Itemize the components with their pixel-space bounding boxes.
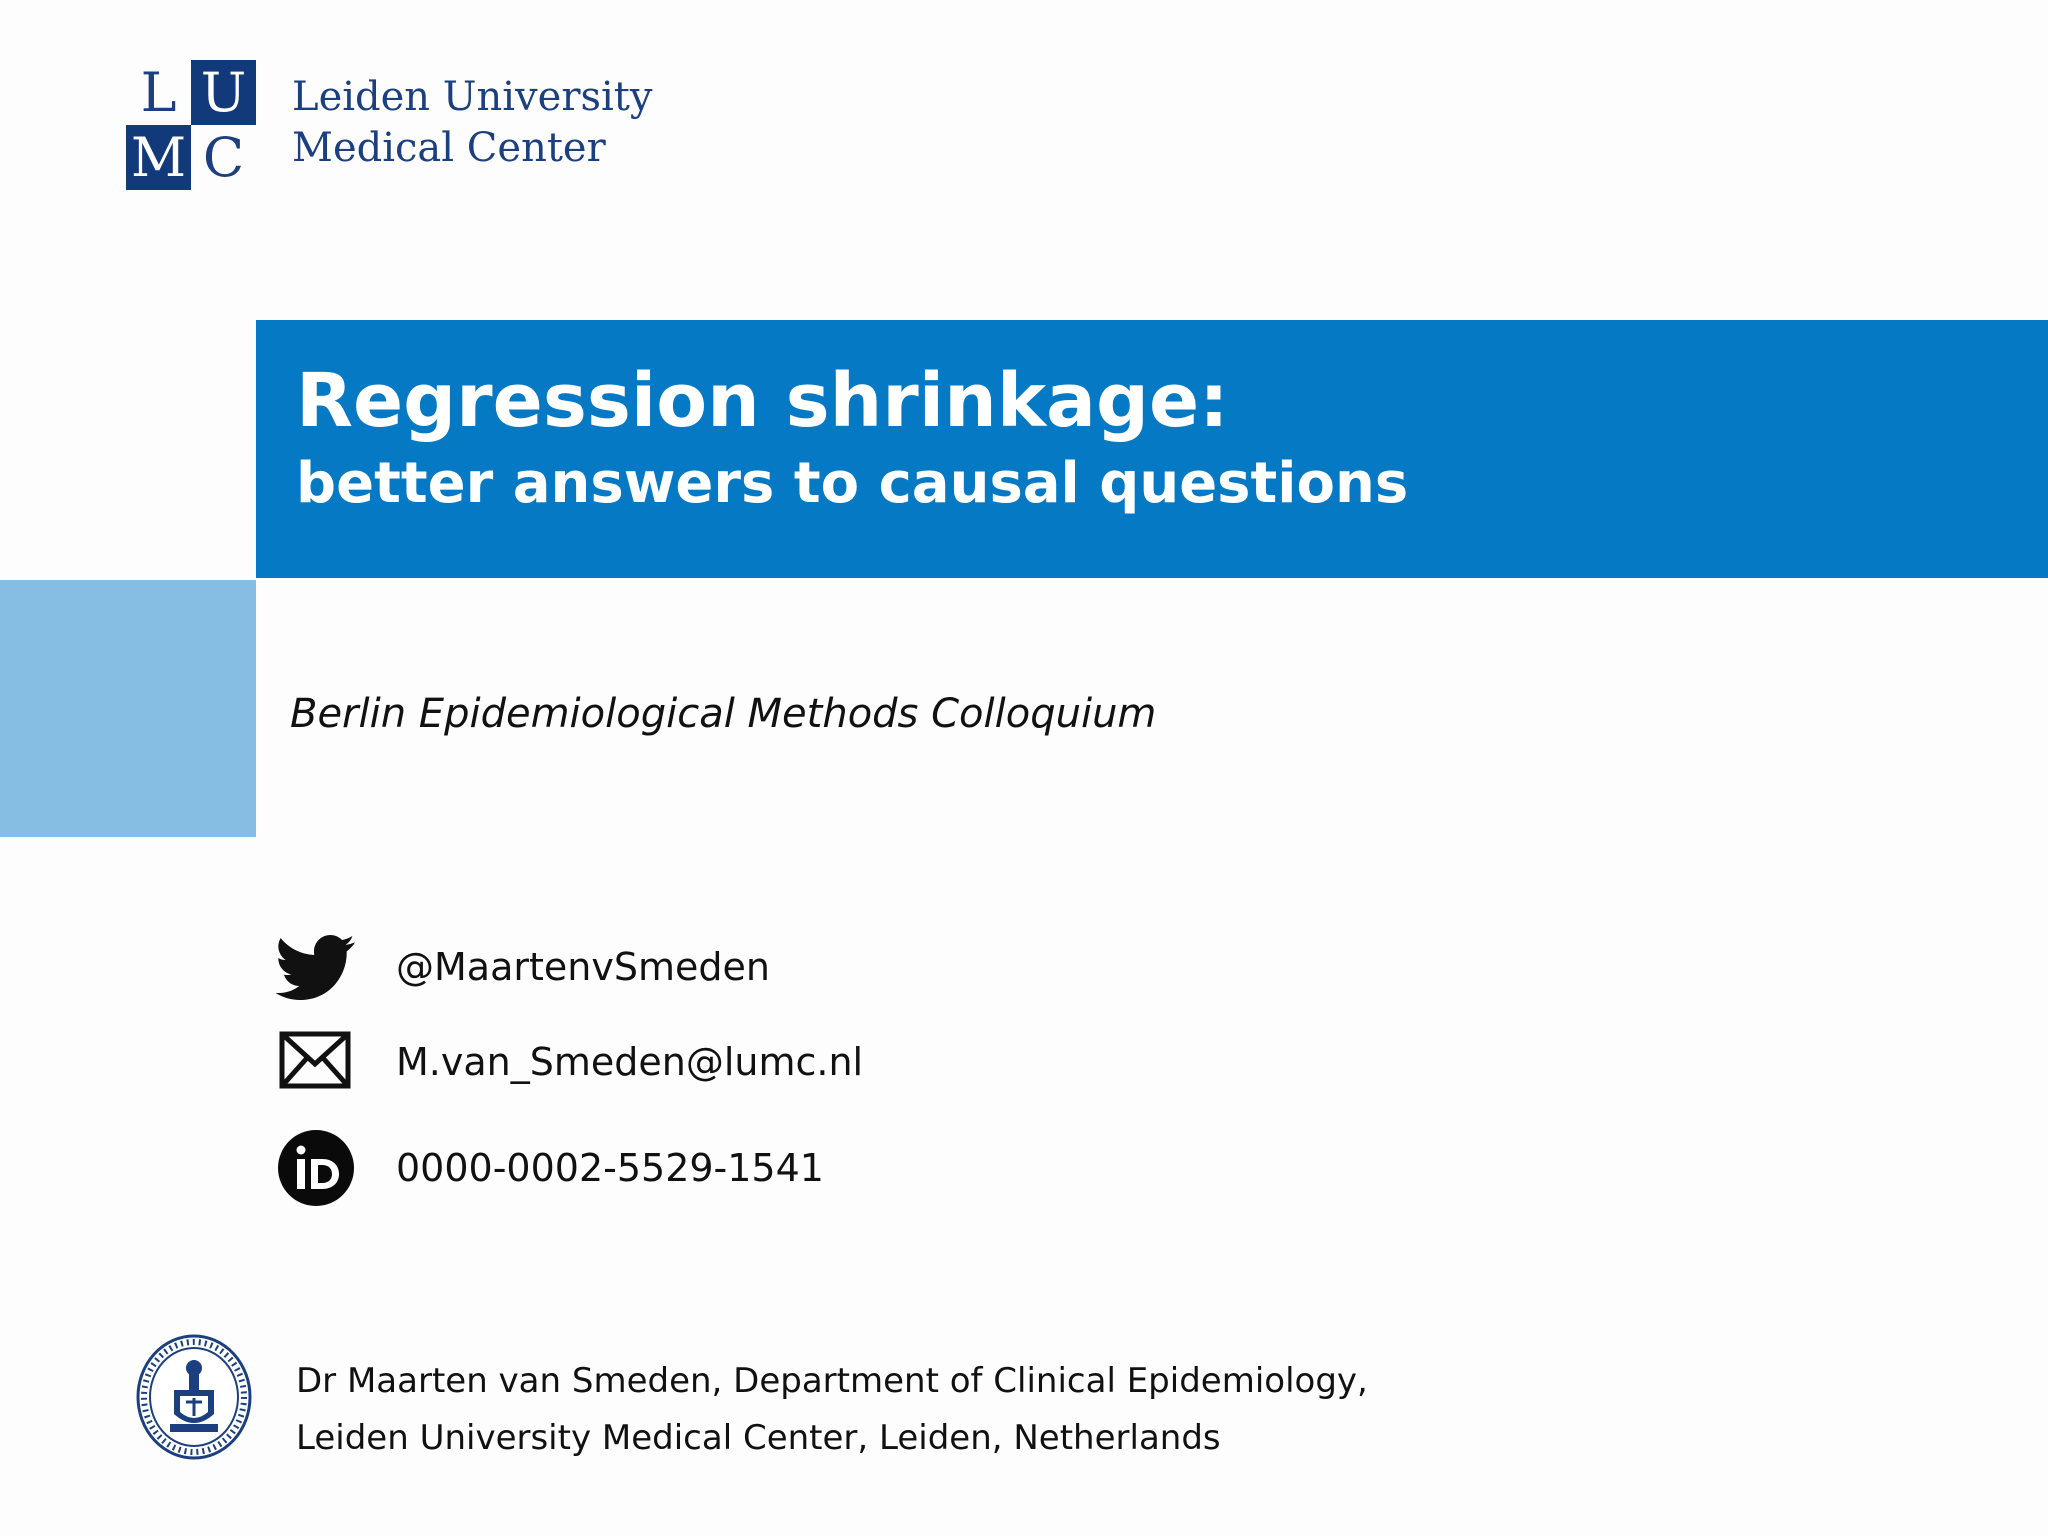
slide-subtitle: better answers to causal questions [296, 451, 1409, 516]
logo-wordmark [292, 72, 652, 174]
logo-letter-m: M [126, 125, 191, 190]
orcid-icon [276, 1128, 356, 1208]
orcid-id: 0000-0002-5529-1541 [396, 1146, 824, 1190]
envelope-icon [276, 1022, 356, 1102]
affiliation-line: Leiden University Medical Center, Leiden, Netherlands [296, 1418, 1221, 1458]
lumc-logo [126, 60, 1126, 200]
logo-letter-c: C [202, 126, 245, 189]
title-band [256, 320, 2048, 578]
contact-email [276, 1022, 1176, 1102]
contact-twitter [276, 927, 1176, 1007]
logo-name-line1: Leiden University [292, 74, 653, 120]
slide-title: Regression shrinkage: [296, 358, 1229, 444]
university-seal-icon [134, 1332, 254, 1462]
email-address: M.van_Smeden@lumc.nl [396, 1040, 864, 1084]
accent-block [0, 580, 256, 837]
logo-letter-u: U [191, 60, 256, 125]
author-line: Dr Maarten van Smeden, Department of Clinical Epidemiology, [296, 1361, 1368, 1401]
contact-orcid [276, 1128, 1176, 1208]
author-affiliation [296, 1353, 1368, 1467]
twitter-bird-icon [276, 927, 356, 1007]
event-name: Berlin Epidemiological Methods Colloquium [290, 691, 1157, 737]
twitter-handle: @MaartenvSmeden [396, 945, 770, 989]
logo-letter-l: L [140, 61, 177, 124]
lumc-logo-mark [126, 60, 256, 190]
logo-name-line2: Medical Center [292, 125, 606, 171]
